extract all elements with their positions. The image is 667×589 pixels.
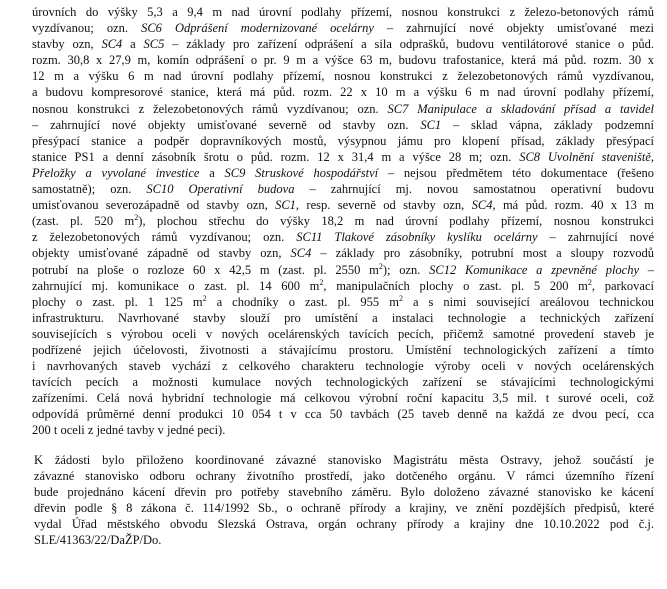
text-line: i navrhovaných staveb vychází z celkového charakteru technologie výroby oceli v nových ocelárenských — [32, 359, 654, 374]
text-line: SLE/41363/22/DaŽP/Do. — [34, 533, 162, 547]
text-line: a budovu kompresorové stanice, která má půd. rozm. 22 x 10 m a výšku 6 m nad úrovní podlahy přízemí, — [32, 85, 654, 100]
text-line: plochy o zast. pl. 1 125 $m^2$ a chodníky o zast. pl. 955 $m^2$ a s nimi související areálovou technickou — [32, 293, 655, 309]
text-line: odpovídá průměrné denní produkci 10 054 t v cca 50 tavbách (25 taveb denně na každá ze dvou pecí, cca — [32, 407, 654, 422]
text-line: dřevin podle § 8 zákona č. 114/1992 Sb., o ochraně přírody a krajiny, ve znění pozdějších předpisů, které — [34, 500, 654, 515]
text-line: vyzdívanou; ozn. SC6 Odprášení modernizované ocelárny – zahrnující nové objekty umisťované mezi — [32, 21, 654, 36]
text-line: z železobetonových rámů vyzdívanou; ozn. SC11 Tlakové zásobníky kyslíku ocelárny – zahrnující nové — [32, 230, 654, 245]
text-line: přesýpací stanice a podpěr dopravníkových mostů, výsypnou jámu pro klopení přísad, základy přesýpací — [32, 133, 654, 148]
text-line: (zast. pl. 520 $m^2$), plochou střechu do výšky 18,2 m nad úrovní podlahy přízemí, nosnou konstrukci — [32, 213, 654, 229]
text-line: souvisejících s výrobou oceli v nových ocelárenských tavících pecích, přičemž samotné provedení staveb je — [32, 326, 654, 341]
text-line: Přeložky a vyvolané investice a SC9 Struskové hospodářství – nejsou předmětem této dokumentace (řešeno — [32, 165, 654, 180]
text-line: stavby ozn, SC4 a SC5 – základy pro zařízení odprášení a sila odprašků, budovu ventilátorové stanice o půd. — [32, 37, 654, 52]
text-line: bude projednáno kácení dřevin pro potřeby stavebního záměru. Bylo doloženo závazné stanovisko ke kácení — [34, 484, 654, 499]
text-line: tavících pecích a možnosti kumulace nových technologických zařízení se stávajícími technologickými — [32, 375, 654, 390]
text-line: umisťovanou severozápadně od stavby ozn, SC1, resp. severně od stavby ozn, SC4, má půd. rozm. 40 x 13 m — [32, 198, 654, 213]
text-line: objekty umisťované západně od stavby ozn, SC4 – základy pro zásobníky, potrubní most a sloupy rozvodů — [32, 246, 655, 261]
text-line: vydal Úřad městského obvodu Slezská Ostrava, orgán ochrany přírody a krajiny dne 10.10.2022 pod č.j. — [34, 516, 654, 531]
text-line: 200 t oceli z jedné tavby v jedné peci). — [32, 423, 226, 438]
object-sc7-name: SC7 Manipulace a skladování přísad a tavidel — [387, 101, 654, 116]
text-line: 12 m a výšku 6 m nad úrovní podlahy přízemí, nosnou konstrukci z železobetonových rámů vyzdívanou, — [32, 69, 654, 84]
object-sc6-name: SC6 Odprášení modernizované ocelárny — [141, 21, 374, 36]
text-line: – zahrnující nové objekty umisťované severně od stavby ozn. SC1 – sklad vápna, základy podzemní — [32, 117, 654, 132]
paragraph-project-description — [16, 4, 654, 439]
object-sc10-name: SC10 Operativní budova — [146, 182, 295, 197]
object-sc11-name: SC11 Tlakové zásobníky kyslíku ocelárny — [296, 230, 538, 245]
text-line: samostatně); ozn. SC10 Operativní budova – zahrnující mj. novou samostatnou operativní budovu — [32, 182, 655, 197]
text-line: úrovních do výšky 5,3 a 9,4 m nad úrovní podlahy přízemí, nosnou konstrukci z železo-betonových rámů — [32, 5, 654, 19]
text-line: závazné stanovisko odboru ochrany životního prostředí, jako dotčeného orgánu. V rámci územního řízení — [34, 468, 654, 483]
text-line: nosnou konstrukci z železobetonových rámů vyzdívanou; ozn. SC7 Manipulace a skladování přísad a tavidel — [32, 101, 654, 116]
text-line: podřízené jejich účelovosti, životnosti a stávajícímu prostoru. Umístění technologických zařízení a tímto — [32, 342, 654, 357]
text-line: rozm. 30,8 x 27,9 m, komín odprášení o pr. 9 m a výšce 63 m, budovu trafostanice, která má půd. rozm. 30 x — [32, 53, 654, 68]
text-line: infrastrukturu. Navrhované stavby slouží pro umístění a instalaci technologie a technických zařízení — [32, 310, 654, 325]
text-line: zařízeními. Celá nová hybridní technologie má celkovou výrobní roční kapacitu 3,5 mil. t surové oceli, což — [32, 391, 654, 406]
object-sc9-name: SC9 Struskové hospodářství — [224, 165, 379, 180]
object-sc12-name: SC12 Komunikace a zpevněné plochy — [429, 262, 640, 277]
text-line: potrubí na ploše o rozloze 60 x 42,5 m (zast. pl. 2550 $m^2$); ozn. SC12 Komunikace a zpevněné plochy – — [32, 261, 655, 277]
paragraph-binding-opinion — [16, 452, 654, 549]
object-sc8-name: SC8 Uvolnění staveniště, — [519, 149, 654, 164]
text-line: stanice PS1 a denní zásobník šrotu o půd. rozm. 12 x 31,4 m a výšce 28 m; ozn. SC8 Uvolnění staveniště, — [32, 149, 654, 164]
text-line: K žádosti bylo přiloženo koordinované závazné stanovisko Magistrátu města Ostravy, jehož součástí je — [34, 452, 654, 467]
text-line: zahrnující mj. komunikace o zast. pl. 14 600 $m^2$, manipulačních plochy o zast. pl. 5 200 $m^2$, parkovací — [32, 277, 654, 293]
